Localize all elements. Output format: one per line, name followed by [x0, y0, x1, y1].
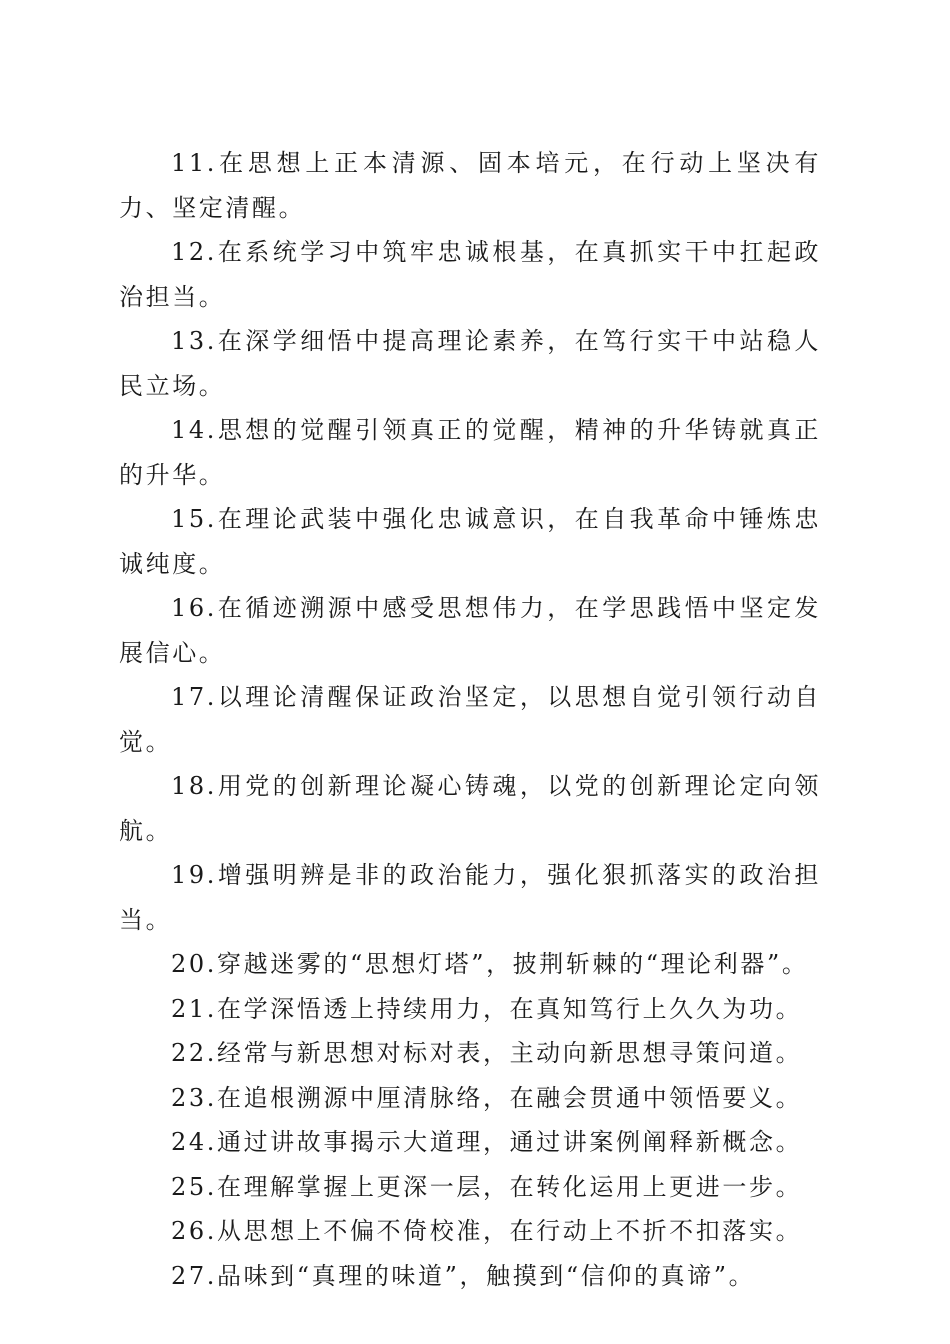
list-item-20: 20.穿越迷雾的“思想灯塔”，披荆斩棘的“理论利器”。 [171, 950, 809, 978]
list-item-16: 16.在循迹溯源中感受思想伟力，在学思践悟中坚定发展信心。 [119, 594, 821, 667]
list-item-18: 18.用党的创新理论凝心铸魂，以党的创新理论定向领航。 [119, 772, 821, 845]
list-item-23: 23.在追根溯源中厘清脉络，在融会贯通中领悟要义。 [171, 1083, 803, 1112]
list-item-27: 27.品味到“真理的味道”，触摸到“信仰的真谛”。 [171, 1261, 756, 1290]
list-item-24: 24.通过讲故事揭示大道理，通过讲案例阐释新概念。 [171, 1128, 803, 1156]
list-item-13: 13.在深学细悟中提高理论素养，在笃行实干中站稳人民立场。 [119, 327, 821, 400]
list-item-11: 11.在思想上正本清源、固本培元，在行动上坚决有力、坚定清醒。 [119, 149, 821, 222]
list-item-26: 26.从思想上不偏不倚校准，在行动上不折不扣落实。 [171, 1217, 803, 1245]
list-item-19: 19.增强明辨是非的政治能力，强化狠抓落实的政治担当。 [119, 861, 821, 934]
document-body [119, 141, 821, 1298]
list-item-17: 17.以理论清醒保证政治坚定，以思想自觉引领行动自觉。 [119, 683, 821, 756]
list-item-12: 12.在系统学习中筑牢忠诚根基，在真抓实干中扛起政治担当。 [119, 238, 821, 311]
list-item-15: 15.在理论武装中强化忠诚意识，在自我革命中锤炼忠诚纯度。 [119, 505, 821, 578]
list-item-25: 25.在理解掌握上更深一层，在转化运用上更进一步。 [171, 1172, 803, 1201]
list-item-21: 21.在学深悟透上持续用力，在真知笃行上久久为功。 [171, 994, 803, 1023]
list-item-14: 14.思想的觉醒引领真正的觉醒，精神的升华铸就真正的升华。 [119, 416, 821, 489]
list-item-22: 22.经常与新思想对标对表，主动向新思想寻策问道。 [171, 1039, 803, 1067]
